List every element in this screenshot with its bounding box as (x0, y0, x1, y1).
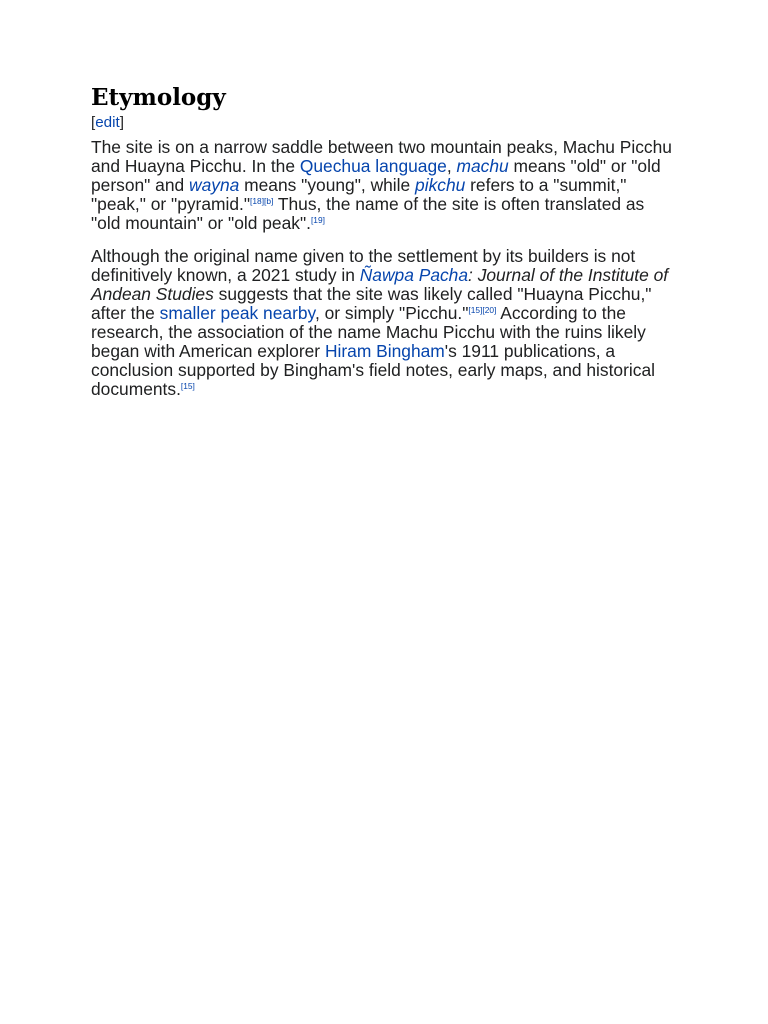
link-quechua-language[interactable]: Quechua language (299, 156, 447, 176)
etymology-paragraph-1 (91, 138, 675, 233)
paragraph-text: 's 1911 publications, a conclusion supported by Bingham's field notes, early maps, and historical documents. (91, 341, 655, 399)
etymology-section (91, 83, 675, 413)
paragraph-text: refers to a "summit," "peak," or "pyramid." (91, 175, 627, 214)
link-nawpa-pacha[interactable]: Ñawpa Pacha (359, 265, 469, 285)
edit-section-control (91, 113, 675, 132)
citation-20[interactable]: [20] (482, 305, 497, 315)
link-pikchu[interactable]: pikchu (415, 175, 466, 195)
note-b[interactable]: [b] (264, 196, 274, 206)
paragraph-text: suggests that the site was likely called "Huayna Picchu," after the (91, 284, 652, 323)
link-hiram-bingham[interactable]: Hiram Bingham (324, 341, 445, 361)
edit-bracket-open: [ (91, 114, 96, 131)
paragraph-text: , (446, 156, 457, 176)
citation-15[interactable]: [15] (468, 305, 483, 315)
etymology-paragraph-2 (91, 247, 675, 399)
link-smaller-peak-nearby[interactable]: smaller peak nearby (159, 303, 315, 323)
citation-15-repeat[interactable]: [15] (180, 381, 195, 391)
paragraph-text: , or simply "Picchu." (314, 303, 469, 323)
paragraph-text: Thus, the name of the site is often translated as "old mountain" or "old peak". (91, 194, 645, 233)
paragraph-text: Although the original name given to the settlement by its builders is not definitively known, a 2021 study in (91, 246, 636, 285)
edit-link[interactable]: edit (95, 114, 120, 131)
link-machu[interactable]: machu (456, 156, 509, 176)
citation-18[interactable]: [18] (250, 196, 265, 206)
citation-19[interactable]: [19] (310, 215, 325, 225)
edit-bracket-close: ] (119, 114, 124, 131)
paragraph-text: means "old" or "old person" and (91, 156, 661, 195)
journal-subtitle-text: : Journal of the Institute of Andean Studies (91, 265, 669, 304)
link-wayna[interactable]: wayna (189, 175, 240, 195)
paragraph-text: The site is on a narrow saddle between two mountain peaks, Machu Picchu and Huayna Picchu. In the (91, 137, 672, 176)
paragraph-text: According to the research, the association of the name Machu Picchu with the ruins likely began with American explorer (91, 303, 646, 361)
paragraph-text: means "young", while (239, 175, 416, 195)
section-heading: Etymology (91, 84, 226, 111)
